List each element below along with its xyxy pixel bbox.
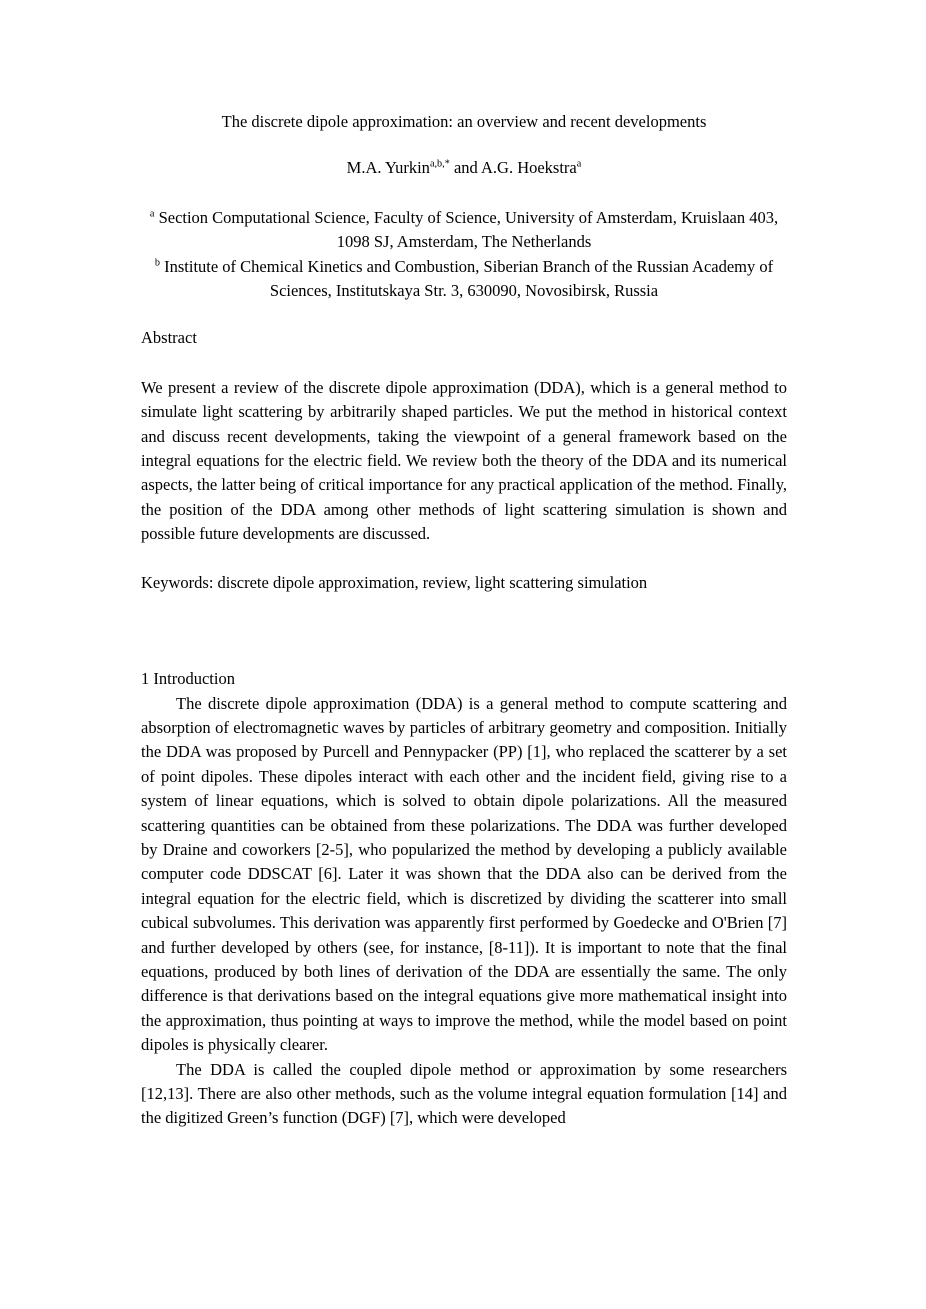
abstract-text: We present a review of the discrete dipole approximation (DDA), which is a general method to simulate light scattering by arbitrarily shaped particles. We put the method in historical context and discuss recent developments, taking the viewpoint of a general framework based on the integral equations for the electric field. We review both the theory of the DDA and its numerical aspects, the latter being of critical importance for any practical application of the method. Finally, the position of the DDA among other methods of light scattering simulation is shown and possible future developments are discussed. bbox=[141, 377, 787, 544]
affiliation-a-mark: a bbox=[149, 208, 155, 220]
intro-paragraph-2: The DDA is called the coupled dipole method or approximation by some researchers [12,13]. There are also other methods, such as the volume integral equation formulation [14] and the digitized Green’s function (DGF) [7], which were developed bbox=[141, 1059, 787, 1128]
abstract-heading: Abstract bbox=[141, 328, 197, 348]
authors-line bbox=[141, 156, 787, 180]
affiliations-block bbox=[141, 206, 787, 304]
affiliation-a-text: Section Computational Science, Faculty of Science, University of Amsterdam, Kruislaan 403, 1098 SJ, Amsterdam, The Netherlands bbox=[154, 207, 779, 252]
affiliation-b bbox=[141, 255, 787, 304]
affiliation-a bbox=[141, 206, 787, 255]
author-2-affiliation-marks: a bbox=[576, 158, 582, 170]
authors-joiner: and bbox=[449, 158, 481, 178]
intro-paragraph-1: The discrete dipole approximation (DDA) is a general method to compute scattering and absorption of electromagnetic waves by particles of arbitrary geometry and composition. Initially the DDA was proposed by Purcell and Pennypacker (PP) [1], who replaced the scatterer by a set of point dipoles. These dipoles interact with each other and the incident field, giving rise to a system of linear equations, which is solved to obtain dipole polarizations. All the measured scattering quantities can be obtained from these polarizations. The DDA was further developed by Draine and coworkers [2-5], who popularized the method by developing a publicly available computer code DDSCAT [6]. Later it was shown that the DDA also can be derived from the integral equation for the electric field, which is discretized by dividing the scatterer into small cubical subvolumes. This derivation was apparently first performed by Goedecke and O'Brien [7] and further developed by others (see, for instance, [8-11]). It is important to note that the final equations, produced by both lines of derivation of the DDA are essentially the same. The only difference is that derivations based on the integral equations give more mathematical insight into the approximation, thus pointing at ways to improve the method, while the model based on point dipoles is physically clearer. bbox=[141, 693, 787, 1055]
affiliation-b-text: Institute of Chemical Kinetics and Combustion, Siberian Branch of the Russian Academy of Sciences, Institutskaya Str. 3, 630090, Novosibirsk, Russia bbox=[159, 256, 774, 301]
author-2-name: A.G. Hoekstra bbox=[480, 158, 577, 178]
section-1-heading: 1 Introduction bbox=[141, 669, 235, 689]
paper-title: The discrete dipole approximation: an overview and recent developments bbox=[221, 112, 707, 131]
author-1-name: M.A. Yurkin bbox=[346, 158, 430, 178]
page-content bbox=[141, 0, 787, 1131]
affiliation-b-mark: b bbox=[154, 257, 160, 269]
author-1-affiliation-marks: a,b,* bbox=[429, 158, 450, 170]
keywords-line: Keywords: discrete dipole approximation, review, light scattering simulation bbox=[141, 572, 648, 592]
